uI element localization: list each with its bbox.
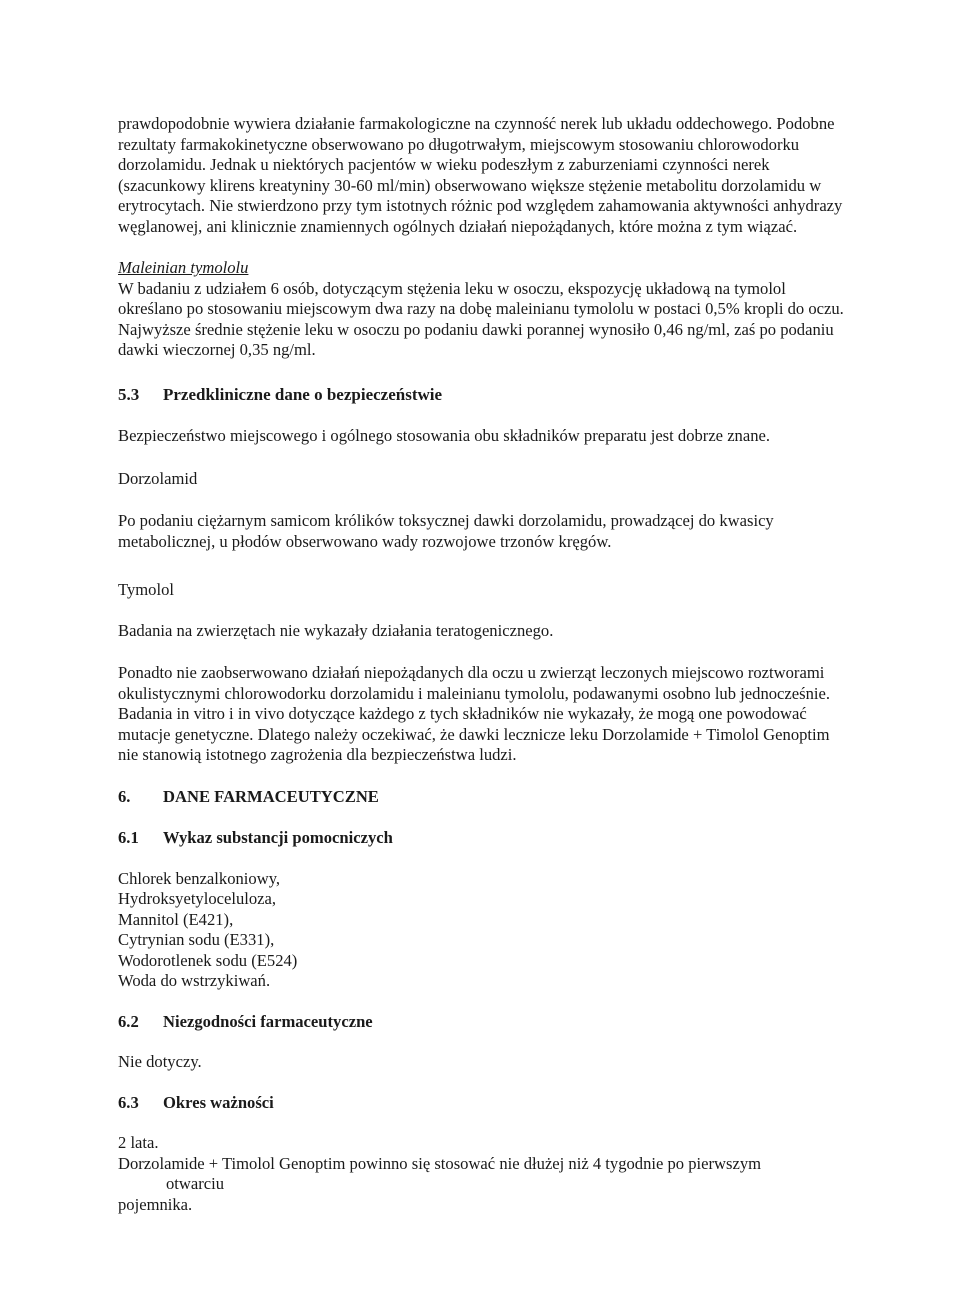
section-title: Okres ważności: [163, 1092, 274, 1112]
section-number: 5.3: [118, 384, 140, 404]
shelf-life-note-end: pojemnika.: [118, 1194, 193, 1214]
list-item: Chlorek benzalkoniowy,: [118, 868, 281, 888]
section-title: Niezgodności farmaceutyczne: [163, 1011, 373, 1031]
pharmacokinetics-paragraph: prawdopodobnie wywiera działanie farmakologiczne na czynność nerek lub układu oddechowego. Podobne rezultaty farmakokinetyczne obserwowano po długotrwałym, miejscowym stosowaniu chlorowodorku dorzolamidu. Jednak u niektórych pacjentów w wieku podeszłym z zaburzeniami czynności nerek (szacunkowy klirens kreatyniny 30-60 ml/min) obserwowano większe stężenie metabolitu dorzolamidu w erytrocytach. Nie stwierdzono przy tym istotnych różnic pod względem zahamowania aktywności anhydrazy węglanowej, ani klinicznie znamiennych ogólnych działań niepożądanych, które można z tym wiązać.: [118, 114, 843, 236]
section-title: DANE FARMACEUTYCZNE: [163, 786, 379, 806]
document-page: [118, 114, 848, 1215]
section-6-1-heading: [118, 828, 848, 849]
safety-paragraph: Bezpieczeństwo miejscowego i ogólnego stosowania obu składników preparatu jest dobrze znane.: [118, 426, 771, 445]
incompatibilities-text: Nie dotyczy.: [118, 1052, 202, 1071]
section-5-3-heading: [118, 385, 848, 406]
list-item: Hydroksyetyloceluloza,: [118, 889, 277, 908]
maleinian-title: Maleinian tymololu: [118, 258, 249, 277]
list-item: Mannitol (E421),: [118, 909, 234, 929]
section-6-3-heading: [118, 1093, 848, 1114]
section-6-2-heading: [118, 1012, 848, 1033]
maleinian-paragraph: W badaniu z udziałem 6 osób, dotyczącym stężenia leku w osoczu, ekspozycję układową na tymolol określano po stosowaniu miejscowym dwa razy na dobę maleinianu tymololu w postaci 0,5% kropli do oczu. Najwyższe średnie stężenie leku w osoczu po podaniu dawki porannej wynosiło 0,46 ng/ml, zaś po podaniu dawki wieczornej 0,35 ng/ml.: [118, 278, 844, 359]
shelf-life-block: [118, 1133, 848, 1215]
section-number: 6.1: [118, 828, 139, 847]
tymolol-label: Tymolol: [118, 580, 174, 599]
list-item: Cytrynian sodu (E331),: [118, 930, 275, 949]
section-title: Wykaz substancji pomocniczych: [163, 828, 393, 847]
section-number: 6.3: [118, 1092, 139, 1112]
section-number: 6.: [118, 786, 131, 806]
section-title: Przedkliniczne dane o bezpieczeństwie: [163, 384, 443, 404]
excipient-list: [118, 869, 848, 992]
section-6-heading: [118, 787, 848, 808]
list-item: Woda do wstrzykiwań.: [118, 971, 271, 990]
ponadto-paragraph: Ponadto nie zaobserwowano działań niepożądanych dla oczu u zwierząt leczonych miejscowo roztworami okulistycznymi chlorowodorku dorzolamidu i maleinianu tymololu, podawanymi osobno lub jednocześnie. Badania in vitro i in vivo dotyczące każdego z tych składników nie wykazały, że mogą one powodować mutacje genetyczne. Dlatego należy oczekiwać, że dawki lecznicze leku Dorzolamide + Timolol Genoptim nie stanowią istotnego zagrożenia dla bezpieczeństwa ludzi.: [118, 663, 831, 764]
dorzolamid-paragraph: Po podaniu ciężarnym samicom królików toksycznej dawki dorzolamidu, prowadzącej do kwasicy metabolicznej, u płodów obserwowano wady rozwojowe trzonów kręgów.: [118, 511, 774, 551]
section-number: 6.2: [118, 1011, 139, 1031]
maleinian-subheading: [118, 258, 848, 279]
list-item: Wodorotlenek sodu (E524): [118, 950, 298, 970]
shelf-life-duration: 2 lata.: [118, 1133, 159, 1152]
tymolol-paragraph: Badania na zwierzętach nie wykazały działania teratogenicznego.: [118, 620, 554, 640]
shelf-life-note-continued: otwarciu: [166, 1174, 225, 1193]
dorzolamid-label: Dorzolamid: [118, 468, 198, 488]
shelf-life-note: Dorzolamide + Timolol Genoptim powinno się stosować nie dłużej niż 4 tygodnie po pierwszym: [118, 1153, 762, 1173]
